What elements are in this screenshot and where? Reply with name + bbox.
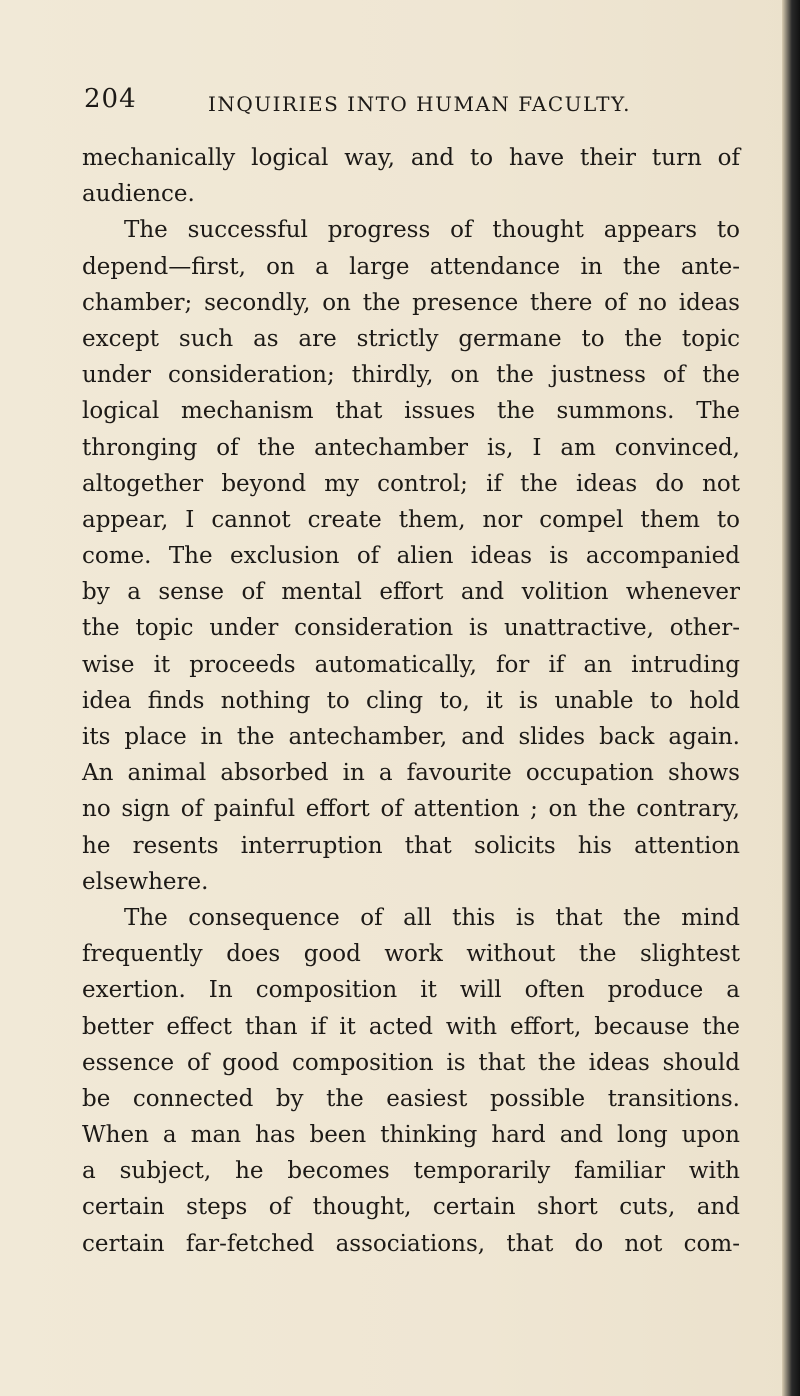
text-line: thronging of the antechamber is, I am convinced, bbox=[82, 434, 740, 461]
text-line: elsewhere. bbox=[82, 868, 209, 895]
text-line: by a sense of mental effort and volition whenever bbox=[82, 579, 740, 606]
text-line: essence of good composition is that the ideas should bbox=[82, 1049, 740, 1076]
text-line: frequently does good work without the slightest bbox=[82, 941, 740, 968]
text-line: chamber; secondly, on the presence there of no ideas bbox=[82, 289, 740, 316]
text-line: wise it proceeds automatically, for if an intruding bbox=[82, 651, 740, 678]
text-line: depend—first, on a large attendance in the ante- bbox=[82, 253, 740, 280]
running-head bbox=[84, 84, 724, 124]
text-line: altogether beyond my control; if the ideas do not bbox=[82, 470, 740, 497]
text-line: mechanically logical way, and to have their turn of bbox=[82, 145, 740, 171]
text-line: a subject, he becomes temporarily familiar with bbox=[82, 1158, 740, 1185]
page-number: 204 bbox=[84, 84, 137, 114]
paragraph-start-line: The consequence of all this is that the mind bbox=[124, 904, 740, 931]
text-line: idea finds nothing to cling to, it is unable to hold bbox=[82, 687, 740, 714]
text-line: audience. bbox=[82, 181, 195, 208]
body-text bbox=[82, 140, 740, 1262]
paragraph-start-line: The successful progress of thought appears to bbox=[124, 217, 740, 244]
text-line: An animal absorbed in a favourite occupation shows bbox=[82, 760, 740, 787]
page-edge-shadow bbox=[782, 0, 800, 1396]
running-title: INQUIRIES INTO HUMAN FACULTY. bbox=[208, 92, 631, 116]
text-line: the topic under consideration is unattractive, other- bbox=[82, 615, 740, 642]
text-line: under consideration; thirdly, on the justness of the bbox=[82, 362, 740, 389]
text-line: be connected by the easiest possible transitions. bbox=[82, 1085, 740, 1112]
text-line: appear, I cannot create them, nor compel them to bbox=[82, 506, 740, 533]
text-line: When a man has been thinking hard and long upon bbox=[82, 1122, 740, 1149]
text-line: no sign of painful effort of attention ; on the contrary, bbox=[82, 796, 740, 823]
text-line: logical mechanism that issues the summons. The bbox=[82, 398, 740, 425]
text-line: certain far-fetched associations, that do not com- bbox=[82, 1230, 740, 1257]
text-line: certain steps of thought, certain short cuts, and bbox=[82, 1194, 740, 1221]
text-line: better effect than if it acted with effort, because the bbox=[82, 1013, 740, 1040]
text-line: exertion. In composition it will often produce a bbox=[82, 977, 740, 1004]
text-line: come. The exclusion of alien ideas is accompanied bbox=[82, 543, 740, 570]
text-line: he resents interruption that solicits his attention bbox=[82, 832, 740, 859]
text-line: its place in the antechamber, and slides back again. bbox=[82, 724, 740, 750]
text-line: except such as are strictly germane to the topic bbox=[82, 325, 740, 352]
